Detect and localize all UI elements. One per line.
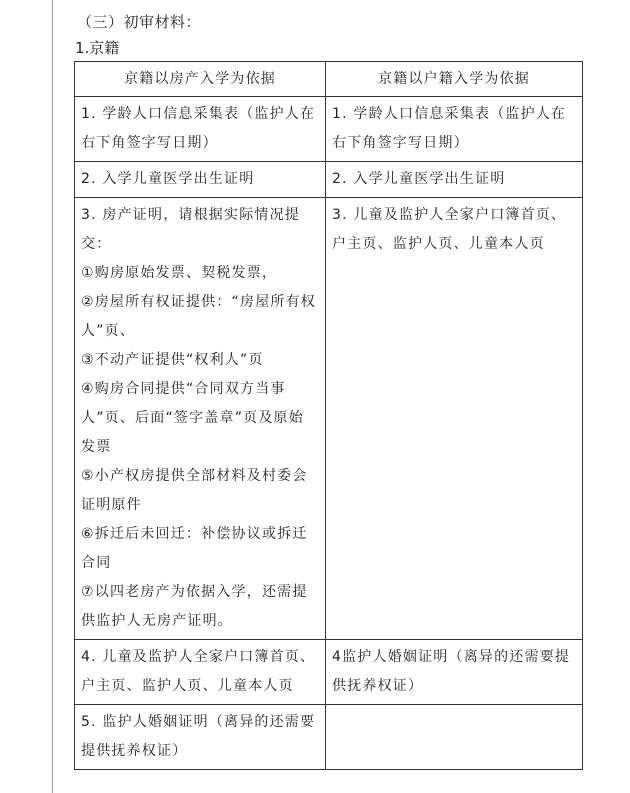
table-row xyxy=(75,640,583,705)
table-cell-left xyxy=(75,198,326,640)
table-row xyxy=(75,162,583,198)
table-row xyxy=(75,705,583,770)
page-margin-line xyxy=(52,0,53,793)
table-cell-left xyxy=(75,705,326,770)
cell-text: 2. 入学儿童医学出生证明 xyxy=(81,171,255,187)
cell-text: 2. 入学儿童医学出生证明 xyxy=(332,171,506,187)
table-cell-right xyxy=(326,198,583,640)
table-cell-left xyxy=(75,640,326,705)
cell-text: 1. 学龄人口信息采集表（监护人在右下角签字写日期） xyxy=(81,106,316,151)
table-cell-right xyxy=(326,162,583,198)
materials-table xyxy=(74,61,583,770)
cell-text: 1. 学龄人口信息采集表（监护人在右下角签字写日期） xyxy=(332,106,567,151)
subsection-heading: 1.京籍 xyxy=(75,39,120,57)
cell-text: 4监护人婚姻证明（离异的还需要提供抚养权证） xyxy=(332,649,571,694)
cell-text: 3. 儿童及监护人全家户口簿首页、户主页、监护人页、儿童本人页 xyxy=(332,207,567,252)
table-cell-right xyxy=(326,640,583,705)
table-cell-right xyxy=(326,97,583,162)
cell-text: ④购房合同提供“合同双方当事人”页、后面“签字盖章”页及原始发票 xyxy=(81,381,304,455)
header-property-basis: 京籍以房产入学为依据 xyxy=(75,62,326,97)
cell-text: 5. 监护人婚姻证明（离异的还需要提供抚养权证） xyxy=(81,714,316,759)
cell-text: ③不动产证提供“权利人”页 xyxy=(81,352,264,368)
cell-text: ⑤小产权房提供全部材料及村委会证明原件 xyxy=(81,468,308,513)
table-body xyxy=(75,97,583,770)
table-cell-left xyxy=(75,97,326,162)
section-heading: （三）初审材料： xyxy=(77,13,202,31)
header-household-basis: 京籍以户籍入学为依据 xyxy=(326,62,583,97)
cell-text: 3. 房产证明，请根据实际情况提交： xyxy=(81,207,301,252)
cell-text: ⑦以四老房产为依据入学，还需提供监护人无房产证明。 xyxy=(81,584,308,629)
table-cell-left xyxy=(75,162,326,198)
cell-text: ⑥拆迁后未回迁：补偿协议或拆迁合同 xyxy=(81,526,308,571)
cell-text: ②房屋所有权证提供：“房屋所有权人”页、 xyxy=(81,294,317,339)
table-row xyxy=(75,198,583,640)
table-row xyxy=(75,97,583,162)
cell-text: ①购房原始发票、契税发票， xyxy=(81,265,278,281)
table-header-row xyxy=(75,62,583,97)
table-cell-right xyxy=(326,705,583,770)
cell-text: 4. 儿童及监护人全家户口簿首页、户主页、监护人页、儿童本人页 xyxy=(81,649,316,694)
